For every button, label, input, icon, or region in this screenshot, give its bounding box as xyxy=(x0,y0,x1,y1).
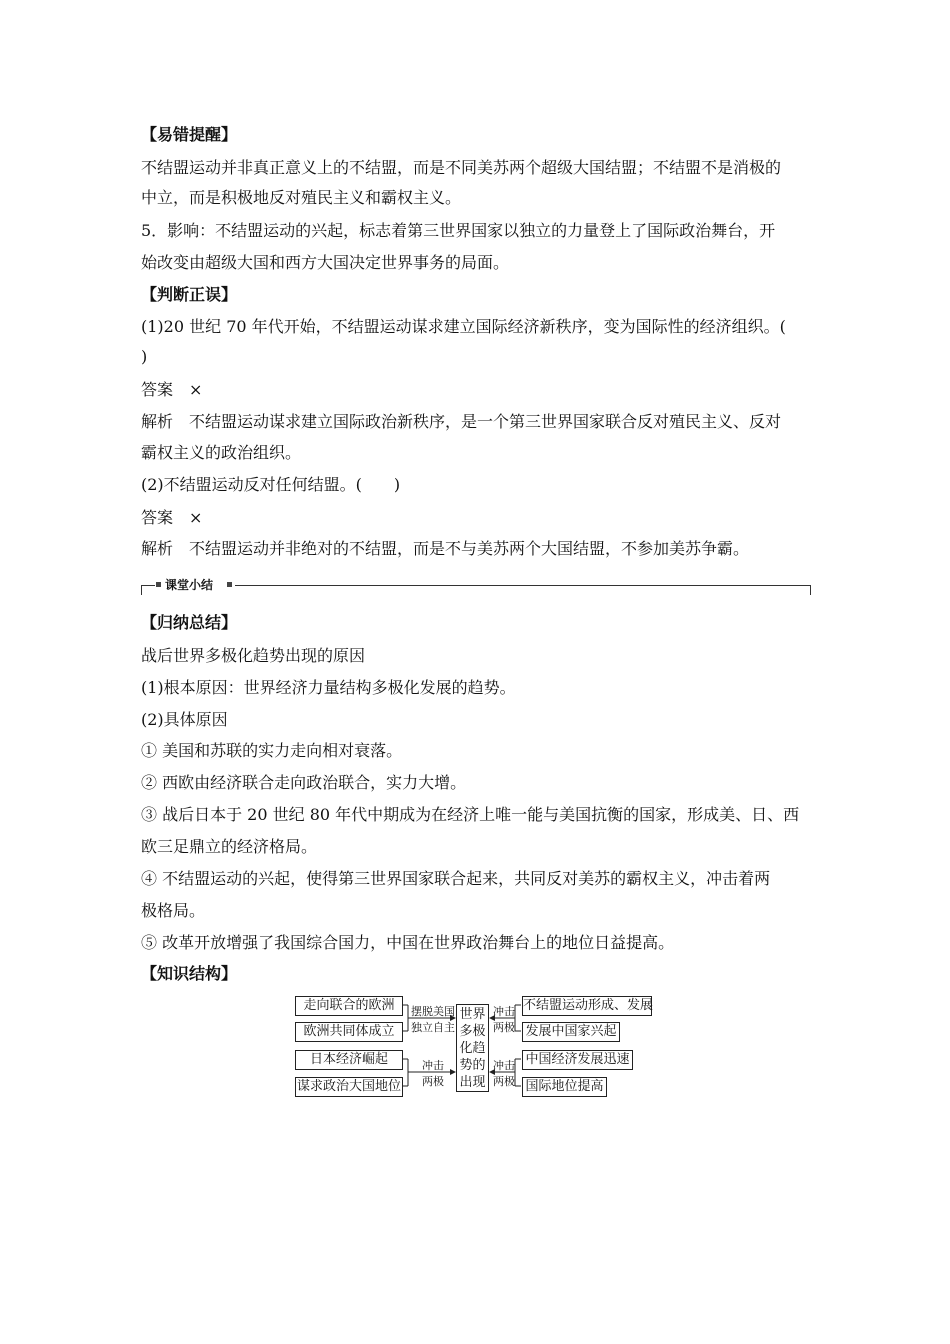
diagram-box-right: 中国经济发展迅速 xyxy=(522,1050,633,1070)
section-banner xyxy=(141,576,811,598)
banner-corner xyxy=(810,585,811,595)
diagram-box-center xyxy=(456,1004,489,1092)
mistake-tip-heading: 【易错提醒】 xyxy=(141,125,238,144)
center-text-line: 多极 xyxy=(459,1024,486,1039)
answer-2: 答案 × xyxy=(141,508,203,527)
diagram-label: 两极 xyxy=(422,1075,444,1088)
summary-item: ④ 不结盟运动的兴起，使得第三世界国家联合起来，共同反对美苏的霸权主义，冲击着两 xyxy=(141,869,771,888)
question-2: (2)不结盟运动反对任何结盟。( ) xyxy=(141,475,401,494)
summary-point: (2)具体原因 xyxy=(141,710,228,729)
diagram-label: 两极 xyxy=(493,1075,515,1088)
diagram-box-left: 走向联合的欧洲 xyxy=(295,996,403,1016)
summary-item: ① 美国和苏联的实力走向相对衰落。 xyxy=(141,741,403,760)
summary-intro: 战后世界多极化趋势出现的原因 xyxy=(141,646,366,665)
summary-heading: 【归纳总结】 xyxy=(141,613,238,632)
banner-title: 课堂小结 xyxy=(165,578,214,592)
impact-line: 5．影响：不结盟运动的兴起，标志着第三世界国家以独立的力量登上了国际政治舞台，开 xyxy=(141,221,776,240)
banner-rule xyxy=(141,585,155,586)
summary-item-cont: 极格局。 xyxy=(141,901,206,920)
banner-square-icon xyxy=(227,582,232,587)
summary-item-cont: 欧三足鼎立的经济格局。 xyxy=(141,837,318,856)
diagram-box-right: 发展中国家兴起 xyxy=(522,1022,620,1042)
mistake-tip-line: 中立，而是积极地反对殖民主义和霸权主义。 xyxy=(141,188,462,207)
banner-corner xyxy=(141,585,142,595)
banner-rule xyxy=(235,585,811,586)
explanation-1-cont: 霸权主义的政治组织。 xyxy=(141,443,302,462)
question-1: (1)20 世纪 70 年代开始，不结盟运动谋求建立国际经济新秩序，变为国际性的经济组织。( xyxy=(141,317,786,336)
summary-point: (1)根本原因：世界经济力量结构多极化发展的趋势。 xyxy=(141,678,516,697)
impact-line: 始改变由超级大国和西方大国决定世界事务的局面。 xyxy=(141,253,510,272)
diagram-label: 两极 xyxy=(493,1021,515,1034)
center-text-line: 出现 xyxy=(459,1075,486,1090)
explanation-1: 解析 不结盟运动谋求建立国际政治新秩序，是一个第三世界国家联合反对殖民主义、反对 xyxy=(141,412,782,431)
diagram-box-right: 国际地位提高 xyxy=(522,1077,607,1097)
judge-heading: 【判断正误】 xyxy=(141,285,238,304)
diagram-label: 冲击 xyxy=(493,1059,515,1072)
diagram-label: 冲击 xyxy=(493,1005,515,1018)
diagram-label: 独立自主 xyxy=(411,1021,455,1034)
diagram-box-left: 谋求政治大国地位 xyxy=(295,1077,403,1097)
explanation-2: 解析 不结盟运动并非绝对的不结盟，而是不与美苏两个大国结盟，不参加美苏争霸。 xyxy=(141,539,750,558)
diagram-box-right: 不结盟运动形成、发展 xyxy=(522,996,652,1016)
center-text-line: 化趋 xyxy=(459,1041,486,1056)
answer-1: 答案 × xyxy=(141,380,203,399)
question-1-cont: ) xyxy=(141,347,148,366)
summary-item: ② 西欧由经济联合走向政治联合，实力大增。 xyxy=(141,773,467,792)
diagram-label: 摆脱美国 xyxy=(411,1005,455,1018)
banner-square-icon xyxy=(156,582,161,587)
diagram-box-left: 欧洲共同体成立 xyxy=(295,1022,403,1042)
diagram-label: 冲击 xyxy=(422,1059,444,1072)
center-text-line: 势的 xyxy=(459,1058,486,1073)
summary-item: ⑤ 改革开放增强了我国综合国力，中国在世界政治舞台上的地位日益提高。 xyxy=(141,933,675,952)
mistake-tip-line: 不结盟运动并非真正意义上的不结盟，而是不同美苏两个超级大国结盟；不结盟不是消极的 xyxy=(141,158,782,177)
diagram-box-left: 日本经济崛起 xyxy=(295,1050,403,1070)
center-text-line: 世界 xyxy=(459,1007,486,1022)
structure-heading: 【知识结构】 xyxy=(141,964,238,983)
summary-item: ③ 战后日本于 20 世纪 80 年代中期成为在经济上唯一能与美国抗衡的国家，形成美、日、西 xyxy=(141,805,800,824)
